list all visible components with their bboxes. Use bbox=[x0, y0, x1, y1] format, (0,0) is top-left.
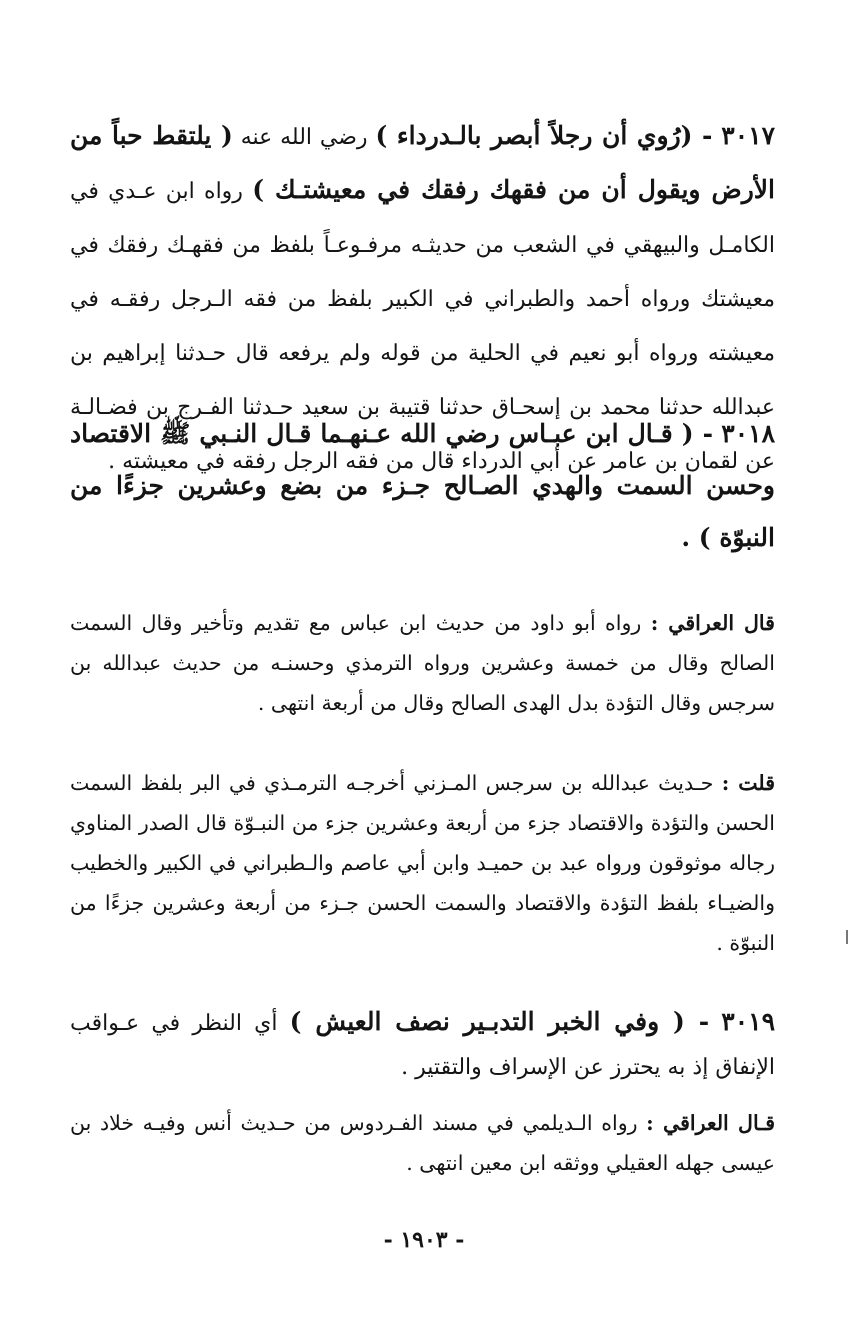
commentary-iraqi-3019 bbox=[70, 1103, 775, 1183]
page-number: - ١٩٠٣ - bbox=[383, 1227, 465, 1253]
hadith-opening: - (رُوي أن رجلاً أبصر بالـدرداء ) bbox=[375, 121, 713, 150]
commentary-label: قلت : bbox=[721, 771, 776, 795]
commentary-iraqi bbox=[70, 603, 775, 723]
entry-number: ٣٠١٧ bbox=[721, 121, 775, 150]
hadith-quote: - ( وفي الخبر التدبـير نصف العيش ) bbox=[289, 1007, 710, 1036]
hadith-quote: ( يلتقط حباً من الأرض ويقول أن من فقهك رفقك في معيشتـك ) bbox=[70, 121, 775, 204]
entry-3019 bbox=[70, 1000, 775, 1090]
entry-number: ٣٠١٩ bbox=[721, 1007, 776, 1036]
commentary-label: قـال العراقي : bbox=[646, 1111, 775, 1135]
commentary-qultu bbox=[70, 763, 775, 963]
entry-number: ٣٠١٨ bbox=[721, 419, 775, 448]
commentary-text: رواه أبو داود من حديث ابن عباس مع تقديم وتأخير وقال السمت الصالح وقال من خمسة وعشرين ورواه الترمذي وحسنـه من حديث عبدالله بن سرجس وقال التؤدة بدل الهدى الصالح وقال من أربعة انتهى . bbox=[70, 611, 775, 715]
entry-3018 bbox=[70, 408, 775, 564]
commentary-text: حـديث عبدالله بن سرجس المـزني أخرجـه الترمـذي في البر بلفظ السمت الحسن والتؤدة والاقتصاد جزء من أربعة وعشرين جزء من النبـوّة قال الصدر المناوي رجاله موثوقون ورواه عبد بن حميـد وابن أبي عاصم والـطبراني في الكبير والخطيب والضيـاء بلفظ التؤدة والاقتصاد والسمت الحسن جـزء من أربعة وعشرين جزءًا من النبوّة . bbox=[70, 771, 775, 955]
commentary-text: رواه الـديلمي في مسند الفـردوس من حـديث أنس وفيـه خلاد بن عيسى جهله العقيلي ووثقه ابن معين انتهى . bbox=[70, 1111, 775, 1175]
entry-explanation: أي النظر في عـواقب الإنفاق إذ به يحترز عن الإسراف والتقتير . bbox=[70, 1011, 775, 1080]
commentary-label: قال العراقي : bbox=[650, 611, 775, 635]
hadith-text: - ( قـال ابن عبـاس رضي الله عـنهـما قـال النـبي ﷺ الاقتصاد وحسن السمت والهدي الصـالح جـزء من بضع وعشرين جزءًا من النبوّة ) . bbox=[70, 419, 775, 552]
entry-commentary: رواه ابن عـدي في الكامـل والبيهقي في الشعب من حديثـه مرفـوعـاً بلفظ من فقهـك رفقك في معيشتك ورواه أحمد والطبراني في الكبير بلفظ من فقه الـرجل رفقـه في معيشته ورواه أبو نعيم في الحلية من قوله ولم يرفعه قال حـدثنا إبراهيم بن عبدالله حدثنا محمد بن إسحـاق حدثنا قتيبة بن سعيد حـدثنا الفـرج بن فضـالـة عن لقمان بن عامر عن أبي الدرداء قال من فقه الرجل رفقه في معيشته . bbox=[70, 179, 775, 474]
honorific-text: رضي الله عنه bbox=[232, 125, 376, 150]
